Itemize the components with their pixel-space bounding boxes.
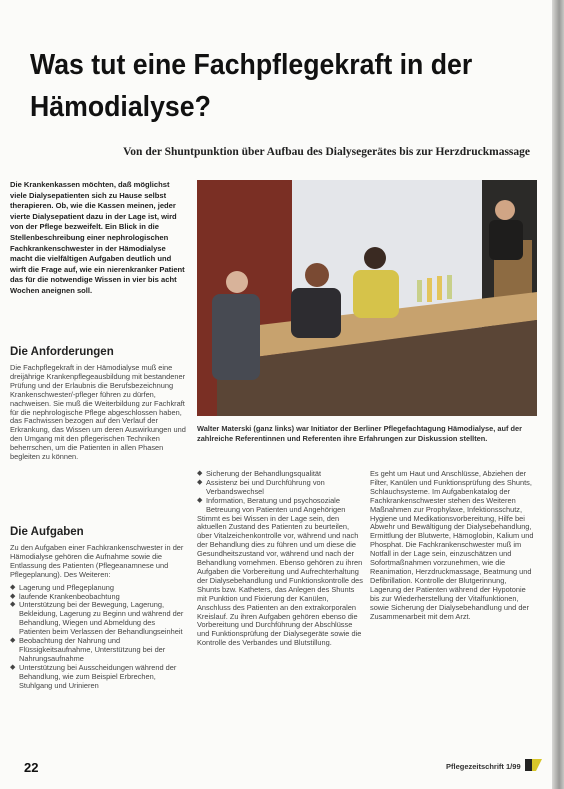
section-text-anforderungen: Die Fachpflegekraft in der Hämodialyse muß eine dreijährige Krankenpflegeausbildung mit bestandener Prüfung und der Erlaubnis die Berufsbezeichnung Krankenschwester/-pfleger führen zu dürfen, nachweisen. Sie muß die Weiterbildung zur Fachkraft für die nephrologische Pflege abgeschlossen haben, das Fachwissen bezogen auf den Verlauf der Erkrankung, das Wissen um deren Auswirkungen und den Umgang mit den pflegerischen Techniken beherrschen, um die Patienten in allen Phasen begleiten zu können. [10,363,186,462]
section-heading-anforderungen: Die Anforderungen [10,346,114,358]
diamond-bullet-icon: ◆ [197,470,203,477]
aufgaben-list-2 [197,470,363,515]
aufgaben-column-3 [370,470,537,625]
conference-photo-illustration [197,180,537,416]
aufgaben-column-3-text: Es geht um Haut und Anschlüsse, Abziehen der Filter, Kanülen und Funktionsprüfung des Shunts, Schlauchsysteme. Im Aufgabenkatalog der Fachkrankenschwester stehen des Weiteren Maßnahmen zur Prophylaxe, Infektionsschutz, Hygiene und Medikationsvorbereitung, Hilfe bei Abwehr und Bewältigung der Dialysebehandlung, Ermittlung der Blutwerte, Hämoglobin, Kalium und Phosphat. Die Fachkrankenschwester muß im Notfall in der Lage sein, einzuschätzen und Sofortmaßnahmen vorzunehmen, wie die Reanimation, Herzdruckmassage, Beatmung und Defibrillation. Kontrolle der Blutgerinnung, Lagerung der Patienten während der Hypotonie bis zur Wiederherstellung der Vitalfunktionen, sowie Sicherung der Dialysebehandlung und der Zusammenarbeit mit dem Arzt. [370,469,534,621]
diamond-bullet-icon: ◆ [10,583,16,591]
article-lead: Die Krankenkassen möchten, daß möglichst viele Dialysepatienten sich zu Hause selbst therapieren. Ob, wie die Kassen meinen, jeder vierte Dialysepatient dazu in der Lage ist, wird von der Pflege bezweifelt. Ein Blick in die Stellenbeschreibung einer nephrologischen Fachkrankenschwester in der Hämodialyse macht die vielfältigen Aufgaben deutlich und wirft die Frage auf, wie ein nierenkranker Patient das für die notwendige Wissen in vier bis acht Wochen aneignen soll. [10,180,185,295]
list-item: ◆ Lagerung und Pflegeplanung [10,582,114,592]
list-item: ◆ Assistenz bei und Durchführung von Verbandswechsel [197,477,325,496]
photo-caption: Walter Materski (ganz links) war Initiator der Berliner Pflegefachtagung Hämodialyse, auf der zahlreiche Referentinnen und Referenten ihre Erfahrungen zur Diskussion stellten. [197,424,522,443]
article-subtitle: Von der Shuntpunktion über Aufbau des Dialysegerätes bis zur Herzdruckmassage [123,146,530,158]
page-edge-shadow [552,0,564,789]
list-item: ◆ laufende Krankenbeobachtung [10,591,120,601]
aufgaben-column-2-text: Stimmt es bei Wissen in der Lage sein, den aktuellen Zustand des Patienten zu beurteilen, über Vitalzeichenkontrolle vor, während und nach der Behandlung dies zu führen und um diese die Gesundheitszustand vor, während und nach der Behandlung vornehmen. Ebenso gehören zu ihren Aufgaben die Vorbereitung und Aufrechterhaltung der Dialysebehandlung und Funktionskontrolle des Shunts bzw. Katheters, das Anlegen des Shunts mit Punktion und Fixierung der Kanülen, Anschluss des Patienten an den extrakorporalen Kreislauf. Zu ihren Aufgaben gehören ebenso die Vorbereitung und Durchführung der Abschlüsse und Funktionsprüfung der Dialysegeräte sowie die Kontrolle des Verbandes und Blutstillung. [197,513,363,648]
aufgaben-list-1 [10,584,188,691]
diamond-bullet-icon: ◆ [10,601,16,609]
journal-name: Pflegezeitschrift 1/99 [446,762,521,771]
publisher-logo-icon [524,756,544,772]
list-item: ◆ Sicherung der Behandlungsqualität [197,469,322,478]
diamond-bullet-icon: ◆ [10,663,16,671]
diamond-bullet-icon: ◆ [10,592,16,600]
list-item: ◆ Unterstützung bei Ausscheidungen während der Behandlung, wie zum Beispiel Erbrechen, Stuhlgang und Urinieren [10,662,177,690]
diamond-bullet-icon: ◆ [197,478,203,486]
conference-photo [197,180,537,416]
aufgaben-column-2 [197,470,363,652]
aufgaben-intro: Zu den Aufgaben einer Fachkrankenschwester in der Hämodialyse gehören die Aufnahme sowie die Entlassung des Patienten (Pflegeanamnese und Pflegeplanung). Des Weiteren: [10,543,184,579]
section-heading-aufgaben: Die Aufgaben [10,526,84,538]
diamond-bullet-icon: ◆ [10,637,16,645]
aufgaben-column-1 [10,544,188,691]
list-item: ◆ Beobachtung der Nahrung und Flüssigkeitsaufnahme, Unterstützung bei der Nahrungsaufnahme [10,636,166,663]
page-number: 22 [24,760,39,775]
article-title: Was tut eine Fachpflegekraft in der Hämodialyse? [30,49,473,123]
diamond-bullet-icon: ◆ [197,496,203,504]
list-item: ◆ Information, Beratung und psychosoziale Betreuung von Patienten und Angehörigen [197,495,346,514]
list-item: ◆ Unterstützung bei der Bewegung, Lagerung, Bekleidung, Lagerung zu Beginn und während der Behandlung, Wiegen und Abmeldung des Patienten beim Verlassen der Behandlungseinheit [10,600,184,637]
